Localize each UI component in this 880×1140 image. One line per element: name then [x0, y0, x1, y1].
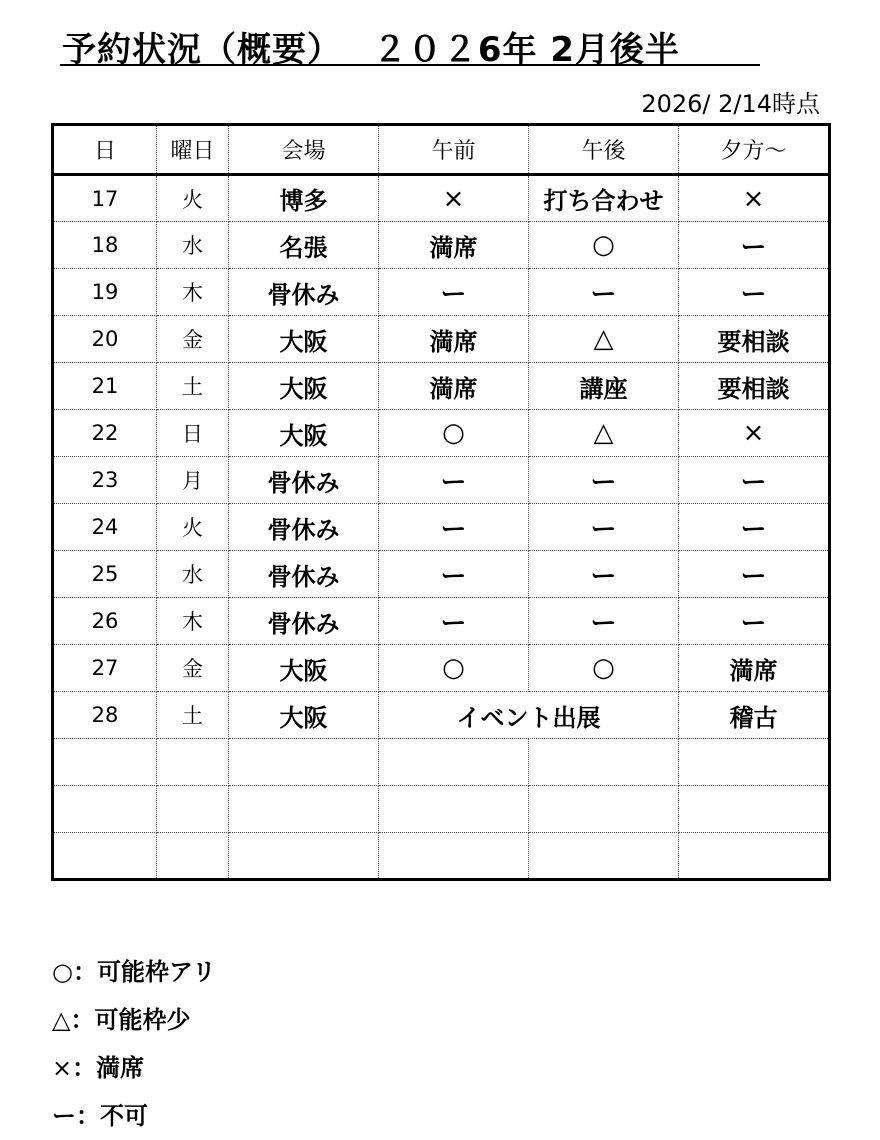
afternoon-cell: ー: [529, 504, 679, 551]
weekday-cell: 金: [157, 645, 229, 692]
empty-cell: [679, 786, 830, 833]
empty-row: [53, 739, 830, 786]
dash-symbol: ー: [52, 1102, 76, 1130]
weekday-cell: 金: [157, 316, 229, 363]
empty-cell: [529, 833, 679, 880]
evening-cell: ー: [679, 598, 830, 645]
table-row: [53, 363, 830, 410]
day-cell: 21: [53, 363, 157, 410]
table-row: [53, 269, 830, 316]
afternoon-cell: 講座: [529, 363, 679, 410]
empty-cell: [529, 786, 679, 833]
day-cell: 18: [53, 222, 157, 269]
weekday-cell: 土: [157, 692, 229, 739]
legend-text: ：可能枠少: [70, 1006, 191, 1034]
empty-cell: [379, 833, 529, 880]
weekday-cell: 月: [157, 457, 229, 504]
morning-cell: 満席: [379, 316, 529, 363]
venue-cell: 骨休み: [229, 457, 379, 504]
afternoon-cell: ー: [529, 269, 679, 316]
reservation-table: [51, 123, 831, 881]
evening-cell: 満席: [679, 645, 830, 692]
venue-cell: 大阪: [229, 645, 379, 692]
empty-cell: [679, 739, 830, 786]
page-title: 予約状況（概要） ２０２6年 2月後半: [62, 30, 680, 70]
empty-cell: [53, 739, 157, 786]
empty-cell: [529, 739, 679, 786]
empty-cell: [157, 786, 229, 833]
afternoon-cell: ー: [529, 551, 679, 598]
weekday-cell: 木: [157, 269, 229, 316]
morning-cell: 満席: [379, 222, 529, 269]
evening-cell: 稽古: [679, 692, 830, 739]
empty-row: [53, 833, 830, 880]
weekday-cell: 日: [157, 410, 229, 457]
table-row: [53, 692, 830, 739]
legend-text: ：可能枠アリ: [72, 958, 216, 986]
legend: [52, 948, 216, 1140]
day-cell: 27: [53, 645, 157, 692]
legend-text: ：満席: [72, 1054, 145, 1082]
afternoon-cell: △: [529, 316, 679, 363]
circle-symbol: ○: [52, 958, 73, 986]
empty-cell: [157, 739, 229, 786]
afternoon-cell: ー: [529, 457, 679, 504]
empty-cell: [379, 739, 529, 786]
day-cell: 24: [53, 504, 157, 551]
morning-cell: ○: [379, 410, 529, 457]
header-weekday: 曜日: [157, 125, 229, 175]
legend-item-unavailable: [52, 1092, 216, 1140]
venue-cell: 大阪: [229, 316, 379, 363]
morning-cell: ○: [379, 645, 529, 692]
empty-cell: [53, 833, 157, 880]
empty-cell: [53, 786, 157, 833]
table-row: [53, 504, 830, 551]
table-row: [53, 551, 830, 598]
afternoon-cell: ○: [529, 222, 679, 269]
evening-cell: 要相談: [679, 363, 830, 410]
empty-cell: [229, 739, 379, 786]
morning-cell: ー: [379, 504, 529, 551]
day-cell: 26: [53, 598, 157, 645]
table-row: [53, 645, 830, 692]
venue-cell: 骨休み: [229, 551, 379, 598]
legend-item-full: [52, 1044, 216, 1092]
weekday-cell: 火: [157, 504, 229, 551]
cross-symbol: ×: [52, 1054, 73, 1082]
legend-item-few: [52, 996, 216, 1044]
evening-cell: 要相談: [679, 316, 830, 363]
legend-text: ：不可: [76, 1102, 148, 1130]
as-of-date: 2026/ 2/14時点: [641, 90, 820, 118]
evening-cell: ー: [679, 269, 830, 316]
weekday-cell: 水: [157, 222, 229, 269]
table-row: [53, 598, 830, 645]
empty-cell: [229, 786, 379, 833]
day-cell: 20: [53, 316, 157, 363]
day-cell: 17: [53, 175, 157, 222]
header-afternoon: 午後: [529, 125, 679, 175]
header-day: 日: [53, 125, 157, 175]
day-cell: 19: [53, 269, 157, 316]
empty-cell: [229, 833, 379, 880]
evening-cell: ー: [679, 457, 830, 504]
morning-cell: ー: [379, 457, 529, 504]
afternoon-cell: △: [529, 410, 679, 457]
evening-cell: ×: [679, 410, 830, 457]
evening-cell: ×: [679, 175, 830, 222]
header-venue: 会場: [229, 125, 379, 175]
morning-cell: ー: [379, 551, 529, 598]
morning-afternoon-merged-cell: イベント出展: [379, 692, 679, 739]
table-row: [53, 457, 830, 504]
header-evening: 夕方～: [679, 125, 830, 175]
table-row: [53, 222, 830, 269]
venue-cell: 博多: [229, 175, 379, 222]
afternoon-cell: ○: [529, 645, 679, 692]
venue-cell: 骨休み: [229, 504, 379, 551]
evening-cell: ー: [679, 504, 830, 551]
empty-row: [53, 786, 830, 833]
afternoon-cell: 打ち合わせ: [529, 175, 679, 222]
empty-cell: [157, 833, 229, 880]
table-row: [53, 316, 830, 363]
header-morning: 午前: [379, 125, 529, 175]
day-cell: 25: [53, 551, 157, 598]
empty-cell: [379, 786, 529, 833]
day-cell: 28: [53, 692, 157, 739]
venue-cell: 骨休み: [229, 598, 379, 645]
weekday-cell: 土: [157, 363, 229, 410]
table-body: [53, 175, 830, 880]
venue-cell: 大阪: [229, 363, 379, 410]
venue-cell: 大阪: [229, 692, 379, 739]
morning-cell: ー: [379, 269, 529, 316]
header-row: [53, 125, 830, 175]
legend-item-available: [52, 948, 216, 996]
weekday-cell: 水: [157, 551, 229, 598]
day-cell: 23: [53, 457, 157, 504]
morning-cell: 満席: [379, 363, 529, 410]
morning-cell: ×: [379, 175, 529, 222]
title-underline: [60, 20, 760, 70]
empty-cell: [679, 833, 830, 880]
venue-cell: 骨休み: [229, 269, 379, 316]
day-cell: 22: [53, 410, 157, 457]
afternoon-cell: ー: [529, 598, 679, 645]
weekday-cell: 木: [157, 598, 229, 645]
table-row: [53, 175, 830, 222]
weekday-cell: 火: [157, 175, 229, 222]
venue-cell: 名張: [229, 222, 379, 269]
evening-cell: ー: [679, 551, 830, 598]
morning-cell: ー: [379, 598, 529, 645]
triangle-symbol: △: [52, 1006, 71, 1034]
table-row: [53, 410, 830, 457]
venue-cell: 大阪: [229, 410, 379, 457]
evening-cell: ー: [679, 222, 830, 269]
